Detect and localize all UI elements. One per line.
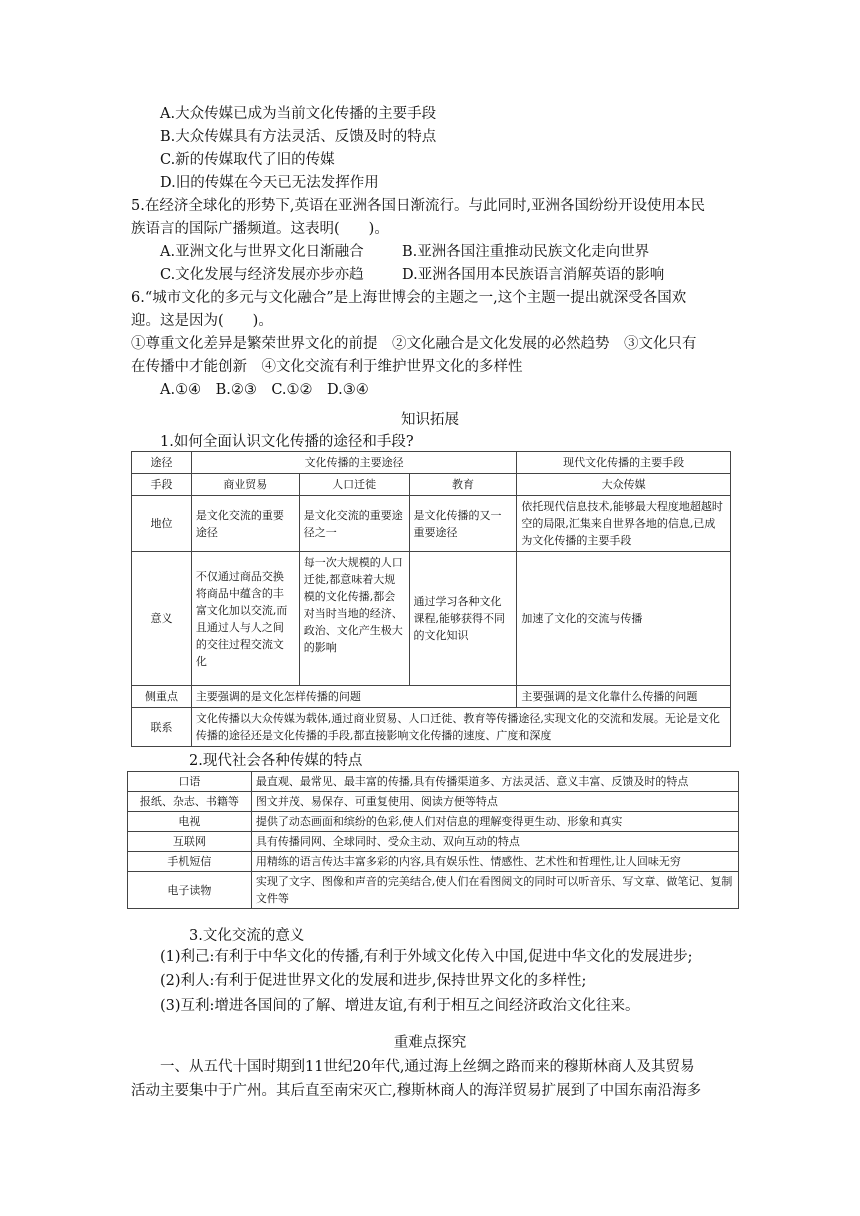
q5-option-d: D.亚洲各国用本民族语言消解英语的影响 [402,267,665,283]
section3-heading: 3.文化交流的意义 [189,928,305,944]
focus-media: 主要强调的是文化靠什么传播的问题 [517,686,731,708]
section-title-knowledge: 知识拓展 [401,412,459,428]
q4-option-d: D.旧的传媒在今天已无法发挥作用 [160,175,379,191]
meaning-migration: 每一次大规模的人口迁徙,都意味着大规模的文化传播,都会对当时当地的经济、政治、文化产生极大的影响 [299,552,409,686]
q6-statements-line1: ①尊重文化差异是繁荣世界文化的前提 ②文化融合是文化发展的必然趋势 ③文化只有 [131,336,697,352]
header-main-paths: 文化传播的主要途径 [191,452,516,474]
media-name: 报纸、杂志、书籍等 [128,792,252,812]
q6-stem-line1: 6.“城市文化的多元与文化融合”是上海世博会的主题之一,这个主题一提出就深受各国欢 [131,290,687,306]
media-desc: 图文并茂、易保存、可重复使用、阅读方便等特点 [251,792,738,812]
q5-option-a: A.亚洲文化与世界文化日渐融合 [160,244,364,260]
paragraph-line1: 一、从五代十国时期到11世纪20年代,通过海上丝绸之路而来的穆斯林商人及其贸易 [160,1059,695,1075]
row-focus: 侧重点 [132,686,192,708]
q5-option-b: B.亚洲各国注重推动民族文化走向世界 [402,244,650,260]
focus-paths: 主要强调的是文化怎样传播的问题 [191,686,516,708]
q5-stem-line1: 5.在经济全球化的形势下,英语在亚洲各国日渐流行。与此同时,亚洲各国纷纷开设使用本民 [131,198,706,214]
q5-stem-line2: 族语言的国际广播频道。这表明( )。 [131,221,389,237]
q4-option-c: C.新的传媒取代了旧的传媒 [160,152,335,168]
meaning-media: 加速了文化的交流与传播 [517,552,731,686]
status-migration: 是文化交流的重要途径之一 [299,496,409,552]
table2-heading: 2.现代社会各种传媒的特点 [189,753,363,769]
q6-options: A.①④ B.②③ C.①② D.③④ [160,382,369,398]
meaning-trade: 不仅通过商品交换将商品中蕴含的丰富文化加以交流,而且通过人与人之间的交往过程交流文化 [191,552,299,686]
q4-option-b: B.大众传媒具有方法灵活、反馈及时的特点 [160,129,437,145]
culture-transmission-table [131,451,731,747]
q4-option-a: A.大众传媒已成为当前文化传播的主要手段 [160,106,437,122]
status-trade: 是文化交流的重要途径 [191,496,299,552]
header-modern-means: 现代文化传播的主要手段 [517,452,731,474]
row-status: 地位 [132,496,192,552]
media-desc: 具有传播同网、全球同时、受众主动、双向互动的特点 [251,832,738,852]
col-media: 大众传媒 [517,474,731,496]
q6-stem-line2: 迎。这是因为( )。 [131,313,273,329]
media-desc: 用精练的语言传达丰富多彩的内容,具有娱乐性、情感性、艺术性和哲理性,让人回味无穷 [251,852,738,872]
media-name: 口语 [128,772,252,792]
col-migration: 人口迁徙 [299,474,409,496]
link-text: 文化传播以大众传媒为载体,通过商业贸易、人口迁徙、教育等传播途径,实现文化的交流和发展。无论是文化传播的途径还是文化传播的手段,都直接影响文化传播的速度、广度和深度 [191,708,730,747]
row-meaning: 意义 [132,552,192,686]
section-title-key-points: 重难点探究 [393,1035,467,1051]
corner-means: 手段 [132,474,192,496]
meaning-education: 通过学习各种文化课程,能够获得不同的文化知识 [409,552,517,686]
media-desc: 实现了文字、图像和声音的完美结合,使人们在看图阅文的同时可以听音乐、写文章、做笔记、复制文件等 [251,872,738,909]
table1-heading: 1.如何全面认识文化传播的途径和手段? [160,434,414,450]
section3-point3: (3)互利:增进各国间的了解、增进友谊,有利于相互之间经济政治文化往来。 [160,998,640,1014]
media-name: 手机短信 [128,852,252,872]
section3-point1: (1)利己:有利于中华文化的传播,有利于外域文化传入中国,促进中华文化的发展进步; [160,949,693,965]
paragraph-line2: 活动主要集中于广州。其后直至南宋灭亡,穆斯林商人的海洋贸易扩展到了中国东南沿海多 [131,1083,702,1099]
section3-point2: (2)利人:有利于促进世界文化的发展和进步,保持世界文化的多样性; [160,973,587,989]
media-name: 电视 [128,812,252,832]
media-name: 互联网 [128,832,252,852]
row-link: 联系 [132,708,192,747]
status-education: 是文化传播的又一重要途径 [409,496,517,552]
media-features-table [127,771,739,909]
q5-option-c: C.文化发展与经济发展亦步亦趋 [160,267,364,283]
col-trade: 商业贸易 [191,474,299,496]
media-name: 电子读物 [128,872,252,909]
q6-statements-line2: 在传播中才能创新 ④文化交流有利于维护世界文化的多样性 [131,359,523,375]
corner-paths: 途径 [132,452,192,474]
status-media: 依托现代信息技术,能够最大程度地超越时空的局限,汇集来自世界各地的信息,已成为文化传播的主要手段 [517,496,731,552]
col-education: 教育 [409,474,517,496]
media-desc: 最直观、最常见、最丰富的传播,具有传播渠道多、方法灵活、意义丰富、反馈及时的特点 [251,772,738,792]
media-desc: 提供了动态画面和缤纷的色彩,使人们对信息的理解变得更生动、形象和真实 [251,812,738,832]
